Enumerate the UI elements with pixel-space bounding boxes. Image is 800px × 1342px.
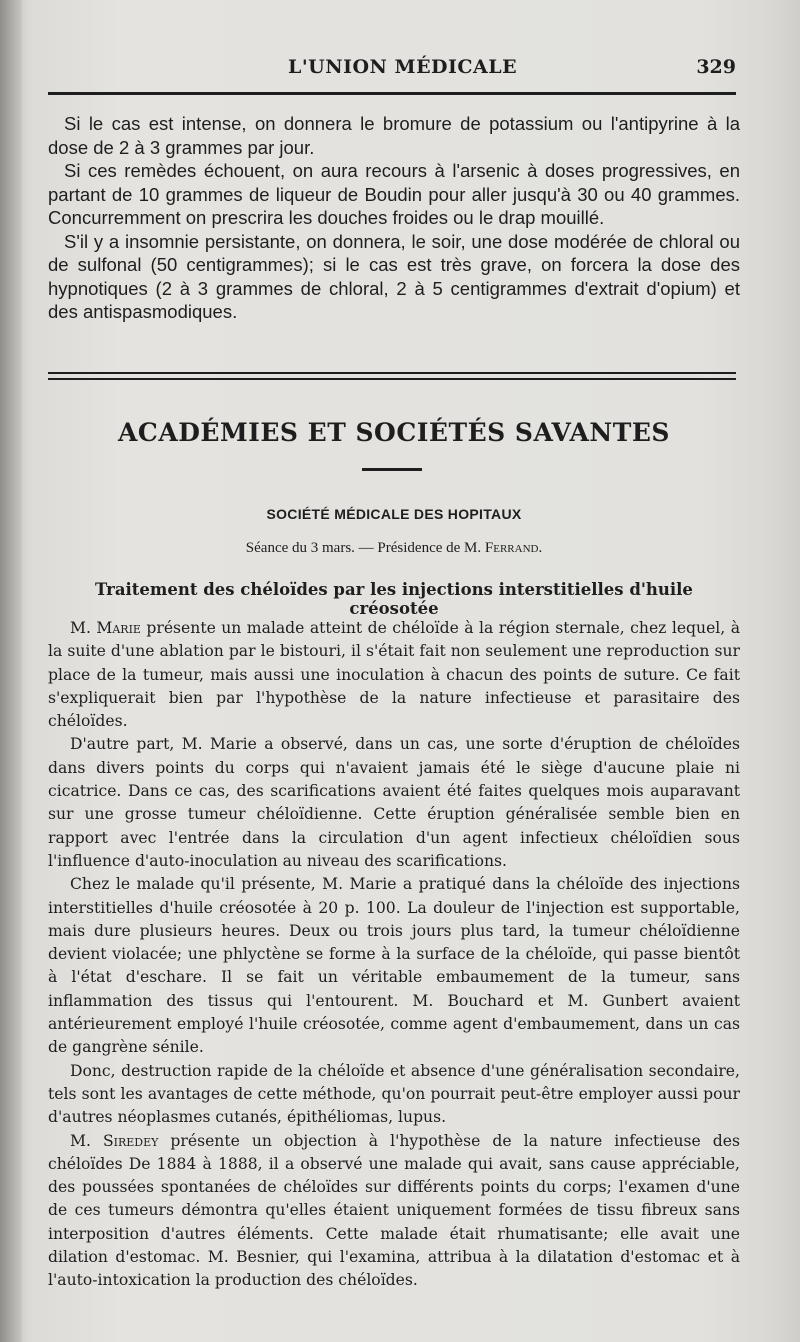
section-separator [48, 372, 736, 374]
intro-paragraph: S'il y a insomnie persistante, on donnera, le soir, une dose modérée de chloral ou de sulfonal (50 centigrammes); si le cas est très grave, on forcera la dose des hypnotiques (2 à 3 grammes de chloral, 2 à 5 centigrammes d'extrait d'opium) et des antispasmodiques. [48, 230, 740, 322]
section-title: ACADÉMIES ET SOCIÉTÉS SAVANTES [118, 418, 670, 447]
article-paragraph [48, 1130, 740, 1293]
article-paragraph: Donc, destruction rapide de la chéloïde et absence d'une généralisation secondaire, tels sont les avantages de cette méthode, qu'on pourrait peut-être employer aussi pour d'autres néoplasmes cutanés, épithéliomas, lupus. [48, 1061, 740, 1127]
article-body [48, 617, 740, 1293]
intro-paragraph: Si ces remèdes échouent, on aura recours à l'arsenic à doses progressives, en partant de 10 grammes de liqueur de Boudin pour aller jusqu'à 30 ou 40 grammes. Concurremment on prescrira les douches froides ou le drap mouillé. [48, 160, 740, 228]
section-separator [48, 378, 736, 380]
speaker-prefix: M. [70, 619, 97, 637]
article-paragraph: D'autre part, M. Marie a observé, dans un cas, une sorte d'éruption de chéloïdes dans divers points du corps qui n'avaient jamais été le siège d'aucune plaie ni cicatrice. Dans ce cas, des scarifications avaient été faites quelques mois auparavant sur une grosse tumeur chéloïdienne. Cette éruption généralisée semble bien en rapport avec l'entrée dans la circulation d'un agent infectieux chéloïdien sous l'influence d'auto-inoculation au niveau des scarifications. [48, 735, 740, 870]
society-name: SOCIÉTÉ MÉDICALE DES HOPITAUX [266, 506, 522, 522]
speaker-name: Marie [96, 619, 141, 637]
session-president: Ferrand. [484, 540, 543, 556]
journal-title: L'UNION MÉDICALE [288, 56, 518, 78]
intro-text [48, 112, 740, 324]
session-text: Séance du 3 mars. — Présidence de M. [245, 540, 485, 556]
paragraph-text: présente un objection à l'hypothèse de la nature infectieuse des chéloïdes De 1884 à 1888, il a observé une malade qui avait, sans cause appréciable, des poussées spontanées de chéloïdes sur différents points du corps; l'examen d'une de ces tumeurs démontra qu'elles étaient uniquement formées de tissu fibreux sans interposition d'autres éléments. Cette malade était rhumatisante; elle avait une dilation d'estomac. M. Besnier, qui l'examina, attribua à la dilatation d'estomac et à l'auto-intoxication la production des chéloïdes. [48, 1131, 740, 1290]
title-rule [362, 468, 422, 471]
speaker-prefix: M. [70, 1131, 103, 1150]
page-binding-edge [0, 0, 22, 1342]
session-line [48, 540, 740, 557]
paragraph-text: présente un malade atteint de chéloïde à la région sternale, chez lequel, à la suite d'une ablation par le bistouri, il s'était fait non seulement une reproduction sur place de la tumeur, mais aussi une inoculation à chacun des points de suture. Ce fait s'expliquerait bien par l'hypothèse de la nature infectieuse et parasitaire des chéloïdes. [48, 619, 740, 731]
page-number: 329 [696, 56, 736, 78]
article-paragraph: Chez le malade qu'il présente, M. Marie a pratiqué dans la chéloïde des injections interstitielles d'huile créosotée à 20 p. 100. La douleur de l'injection est supportable, mais dure plusieurs heures. Deux ou trois jours plus tard, la tumeur chéloïdienne devient violacée; une phlyctène se forme à la surface de la chéloïde, qui passe bientôt à l'état d'eschare. Il se fait un véritable embaumement de la tumeur, sans inflammation des tissus qui l'entourent. M. Bouchard et M. Gunbert avaient antérieurement employé l'huile créosotée, comme agent d'embaumement, dans un cas de gangrène sénile. [48, 875, 740, 1057]
intro-paragraph: Si le cas est intense, on donnera le bromure de potassium ou l'antipyrine à la dose de 2 à 3 grammes par jour. [48, 113, 740, 158]
article-paragraph [48, 617, 740, 733]
speaker-name: Siredey [102, 1131, 159, 1150]
header-rule [48, 92, 736, 95]
running-header [48, 48, 740, 82]
article-title: Traitement des chéloïdes par les injections interstitielles d'huile créosotée [95, 580, 693, 618]
